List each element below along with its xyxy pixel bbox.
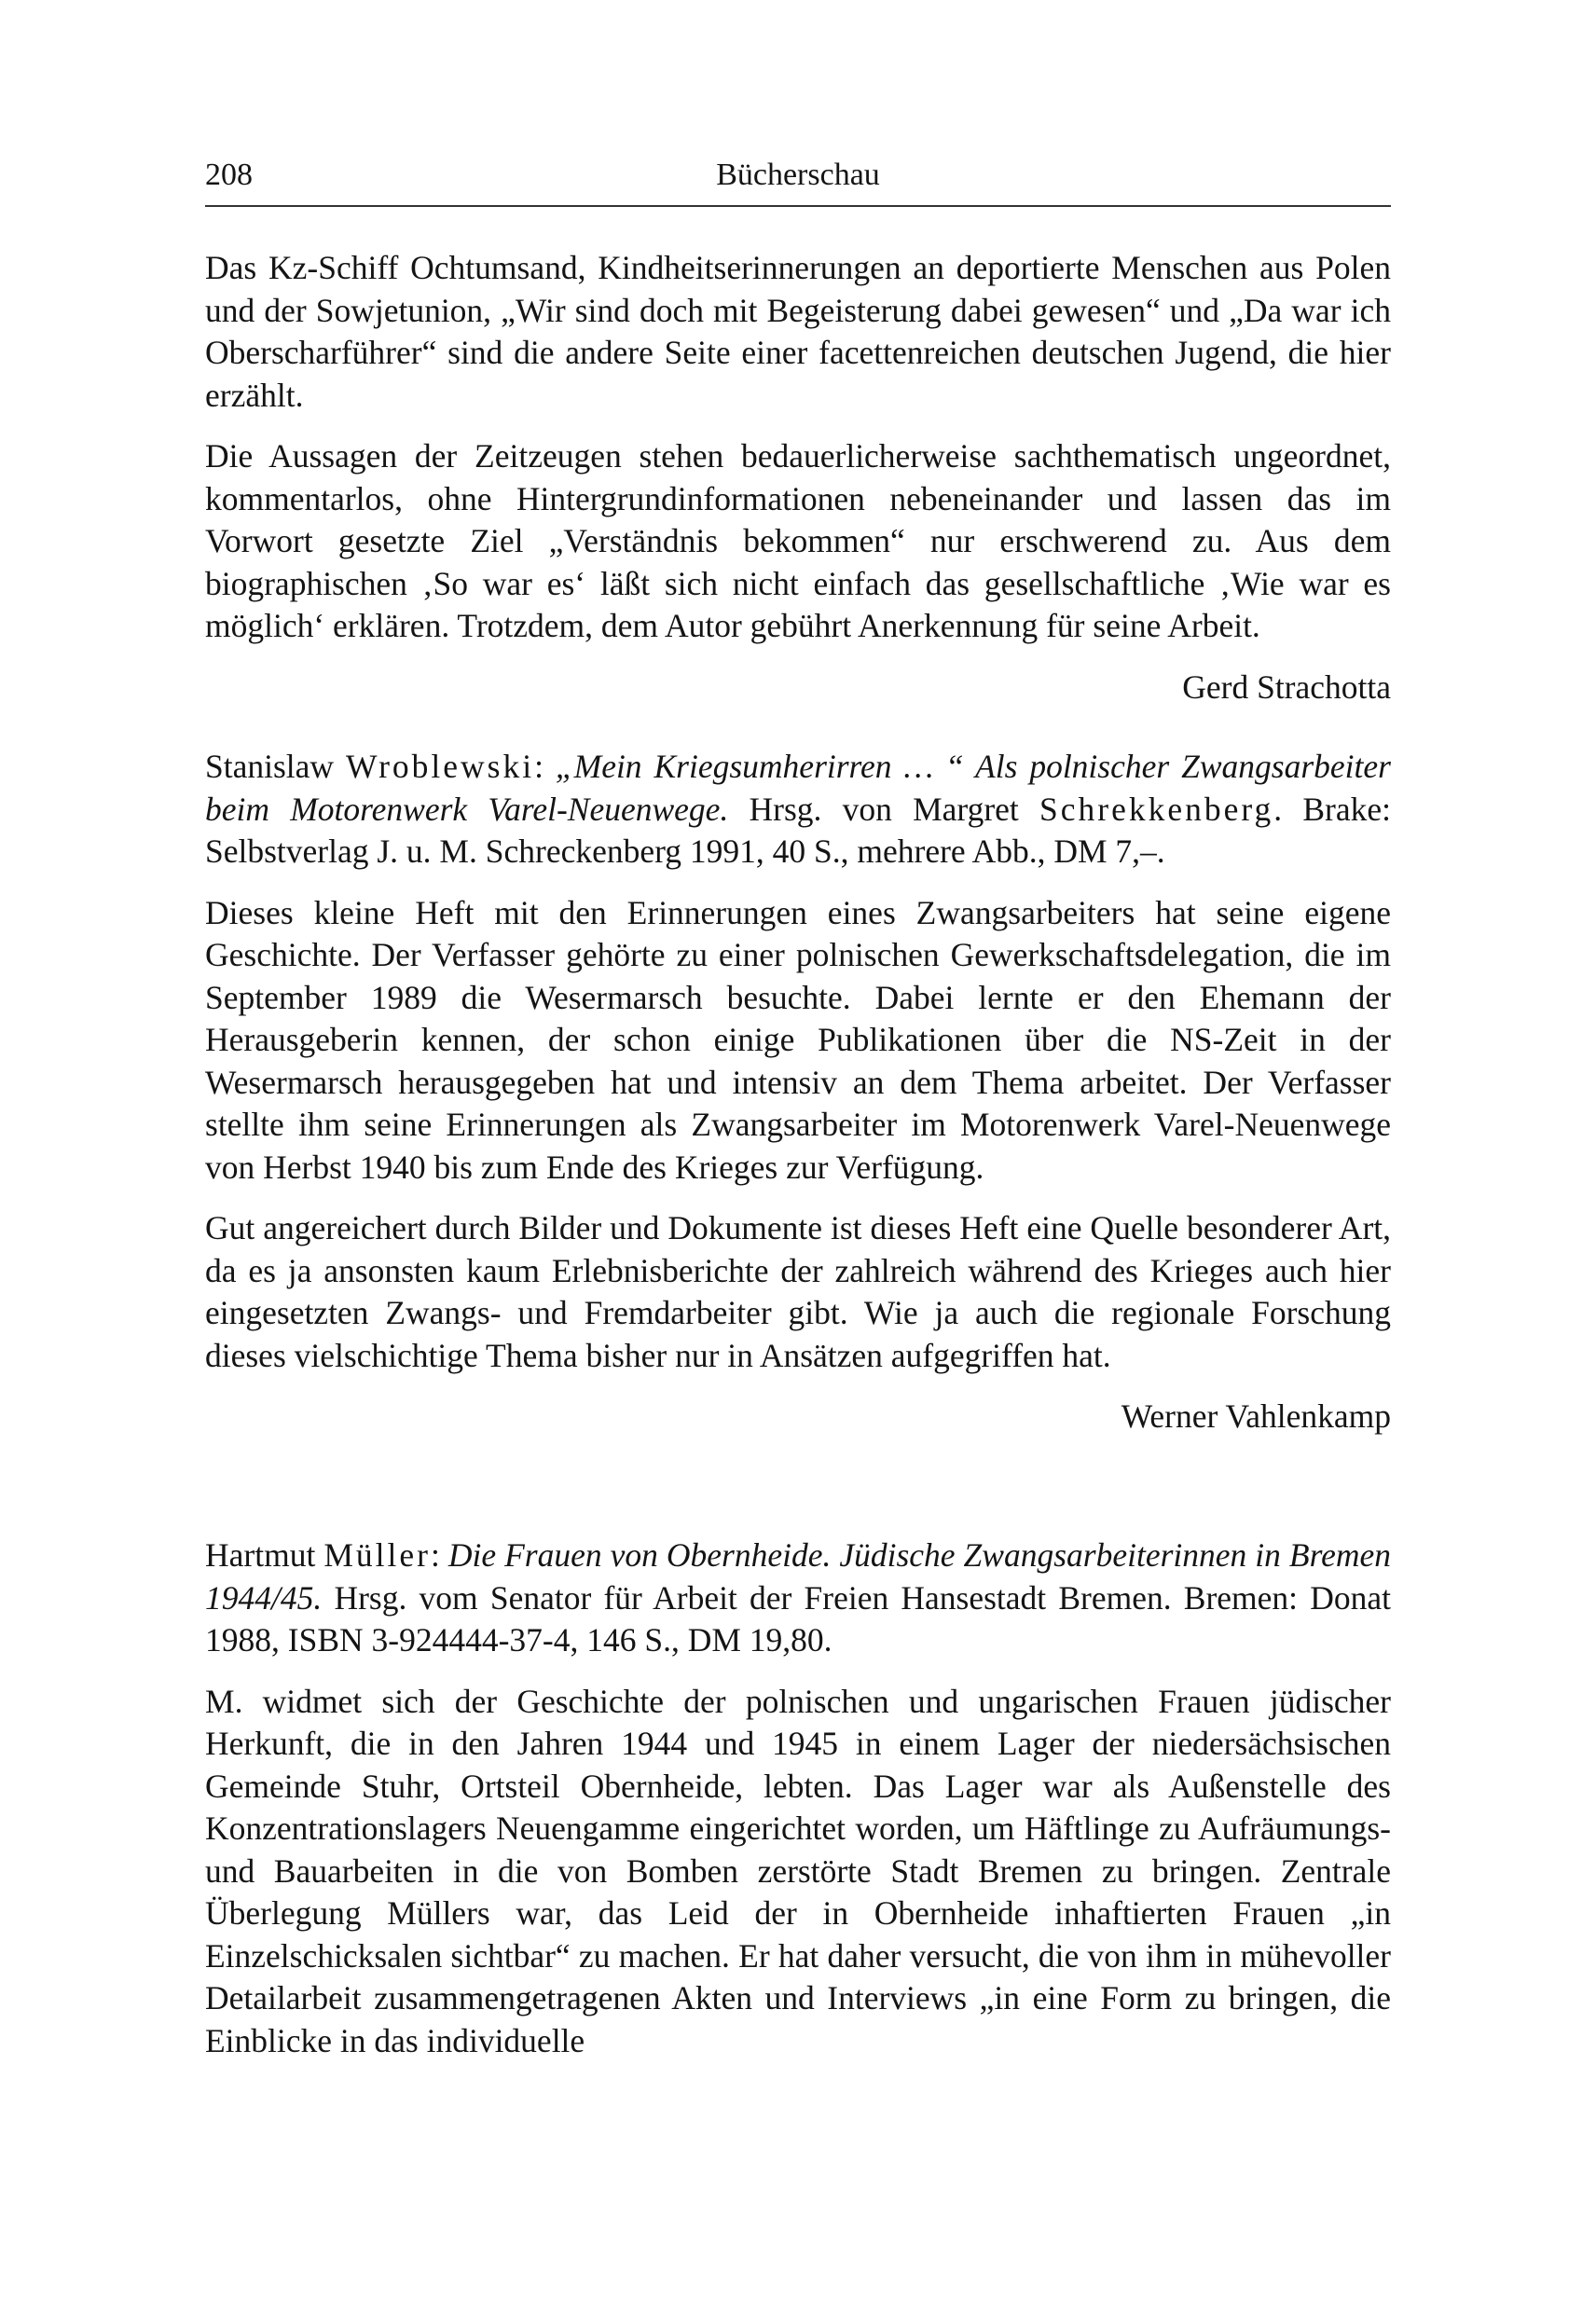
reviewer-signature: Gerd Strachotta (1182, 667, 1391, 706)
paragraph: Die Aussagen der Zeitzeugen stehen bedauerlicherweise sachthematisch ungeordnet, kommentarlos, ohne Hintergrundinformationen nebeneinander und lassen das im Vorwort gesetzte Ziel „Verständnis bekommen“ nur erschwerend zu. Aus dem biographischen ‚So war es‘ läßt sich nicht einfach das gesellschaftliche ‚Wie war es möglich‘ erklären. Trotzdem, dem Autor gebührt Anerkennung für seine Arbeit. (205, 437, 1391, 644)
colon: : (534, 748, 556, 785)
header-rule (205, 205, 1391, 207)
review-continuation (205, 247, 1391, 709)
review-mueller (205, 1534, 1391, 2062)
bibliographic-entry (205, 1534, 1391, 1662)
colon: : (430, 1536, 448, 1574)
review-wroblewski (205, 746, 1391, 1438)
reviewer-signature: Werner Vahlenkamp (1121, 1397, 1391, 1435)
author-first-name: Stanislaw (205, 748, 346, 785)
page-number: 208 (205, 158, 253, 192)
page-header (205, 157, 1391, 213)
publication-info: Hrsg. vom Senator für Arbeit der Freien Hansestadt Bremen. Bremen: Donat 1988, ISBN 3-924444-37-4, 146 S., DM 19,80. (205, 1578, 1391, 1658)
author-last-name: Wroblewski (345, 748, 535, 785)
book-title: Die Frauen von Obernheide. Jüdische Zwangsarbeiterinnen in Bremen 1944/45. (205, 1536, 1391, 1617)
editor-last-name: Schrekkenberg (1039, 790, 1274, 828)
paragraph: Das Kz-Schiff Ochtumsand, Kindheitserinnerungen an deportierte Menschen aus Polen und der Sowjetunion, „Wir sind doch mit Begeisterung dabei gewesen“ und „Da war ich Oberscharführer“ sind die andere Seite einer facettenreichen deutschen Jugend, die hier erzählt. (205, 249, 1391, 414)
paragraph: Dieses kleine Heft mit den Erinnerungen eines Zwangsarbeiters hat seine eigene Geschichte. Der Verfasser gehörte zu einer polnischen Gewerkschaftsdelegation, die im September 1989 die Wesermarsch besuchte. Dabei lernte er den Ehemann der Herausgeberin kennen, der schon einige Publikationen über die NS-Zeit in der Wesermarsch herausgegeben hat und intensiv an dem Thema arbeitet. Der Verfasser stellte ihm seine Erinnerungen als Zwangsarbeiter im Motorenwerk Varel-Neuenwege von Herbst 1940 bis zum Ende des Krieges zur Verfügung. (205, 893, 1391, 1186)
bibliographic-entry (205, 746, 1391, 874)
paragraph: Gut angereichert durch Bilder und Dokumente ist dieses Heft eine Quelle besonderer Art, da es ja ansonsten kaum Erlebnisberichte der zahlreich während des Krieges auch hier eingesetzten Zwangs- und Fremdarbeiter gibt. Wie ja auch die regionale Forschung dieses vielschichtige Thema bisher nur in Ansätzen aufgegriffen hat. (205, 1209, 1391, 1374)
author-first-name: Hartmut (205, 1536, 324, 1574)
book-title: „Mein Kriegsumherirren … “ Als polnischer Zwangsarbeiter beim Motorenwerk Varel-Neuenwege. (205, 748, 1391, 828)
publication-info: . Brake: Selbstverlag J. u. M. Schreckenberg 1991, 40 S., mehrere Abb., DM 7,–. (205, 790, 1392, 870)
author-last-name: Müller (323, 1536, 431, 1574)
running-head: Bücherschau (716, 158, 880, 192)
paragraph: M. widmet sich der Geschichte der polnischen und ungarischen Frauen jüdischer Herkunft, die in den Jahren 1944 und 1945 in einem Lager der niedersächsischen Gemeinde Stuhr, Ortsteil Obernheide, lebten. Das Lager war als Außenstelle des Konzentrationslagers Neuengamme eingerichtet worden, um Häftlinge zu Aufräumungs- und Bauarbeiten in die von Bomben zerstörte Stadt Bremen zu bringen. Zentrale Überlegung Müllers war, das Leid der in Obernheide inhaftierten Frauen „in Einzelschicksalen sichtbar“ zu machen. Er hat daher versucht, die von ihm in mühevoller Detailarbeit zusammengetragenen Akten und Interviews „in eine Form zu bringen, die Einblicke in das individuelle (205, 1682, 1391, 2059)
editor-prefix: Hrsg. von Margret (728, 790, 1040, 828)
